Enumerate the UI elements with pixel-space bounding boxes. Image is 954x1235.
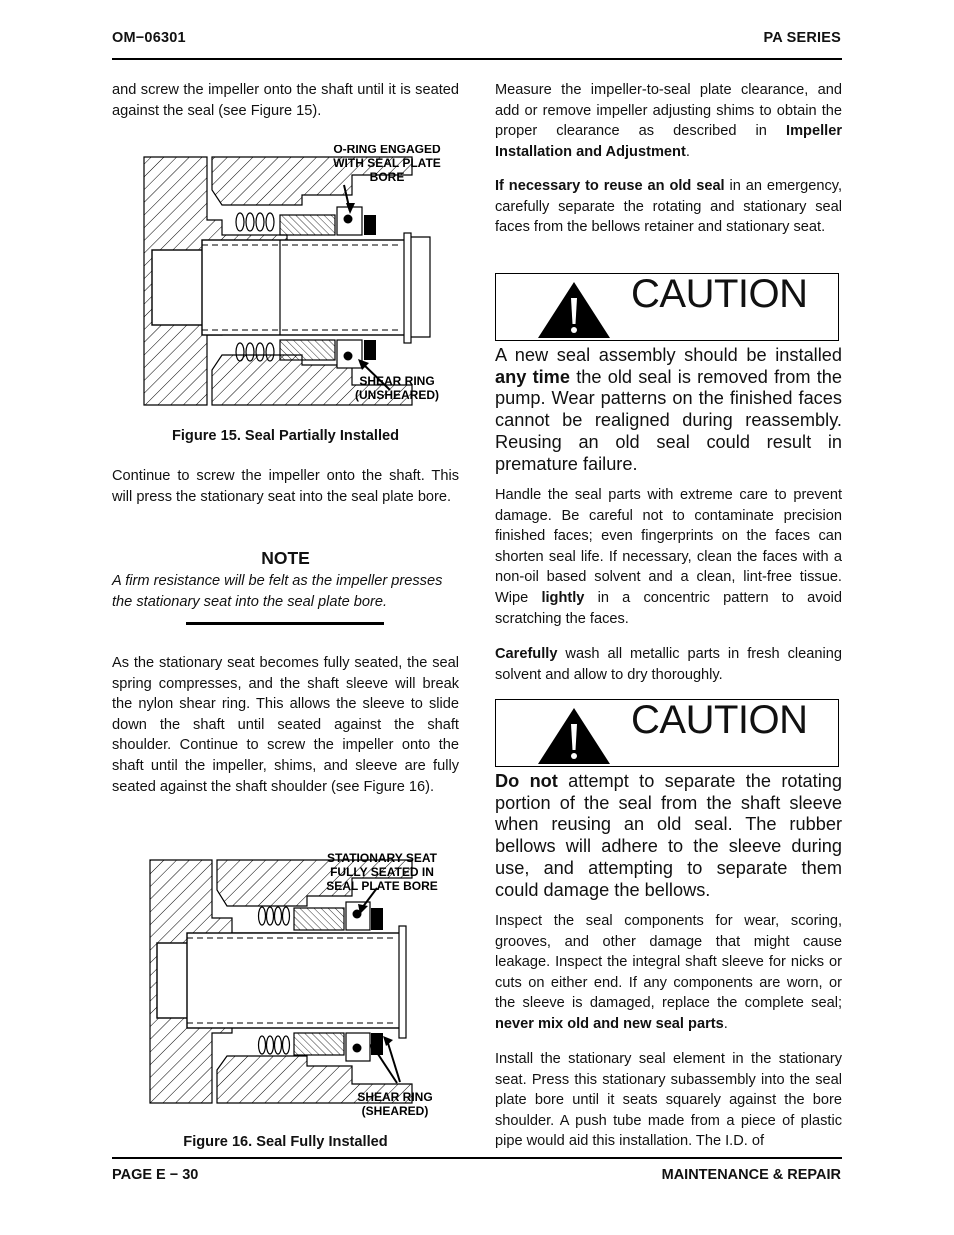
caution-heading-2: CAUTION [631,698,808,742]
figure-15-caption: Figure 15. Seal Partially Installed [171,428,400,444]
paragraph-inspect-components: Inspect the seal components for wear, scoring, grooves, and other damage that might cause leakage. Inspect the integral shaft sleeve for nicks or cuts on either end. If any components are worn, or the sleeve is damaged, replace the complete seal; never mix old and new seal parts. [495,913,842,1032]
paragraph-measure-clearance: Measure the impeller-to-seal plate clearance, and add or remove impeller adjusting shims to obtain the proper clearance as described in Impeller Installation and Adjustment. [495,82,842,160]
fig16-label-seat-1: STATIONARY SEAT [326,851,438,865]
caution-heading-1: CAUTION [631,272,808,316]
header-rule [112,58,842,60]
right-column [495,80,842,1160]
note-text: A firm resistance will be felt as the impeller presses the stationary seat into the seal plate bore. [112,573,443,610]
paragraph-continue-screw: Continue to screw the impeller onto the shaft. This will press the stationary seat into the seal plate bore. [112,468,459,505]
fig15-label-shear-1: SHEAR RING [359,374,435,388]
fig15-label-shear-2: (UNSHEARED) [355,388,439,402]
section-title: MAINTENANCE & REPAIR [661,1167,841,1183]
paragraph-handle-seal-parts: Handle the seal parts with extreme care to prevent damage. Be careful not to contaminate precision finished faces; even fingerprints on the faces can shorten seal life. If necessary, clean the faces with a non-oil based solvent and a clean, lint-free tissue. Wipe lightly in a concentric pattern to avoid scratching the faces. [495,487,842,627]
fig15-label-oring-1: O-RING ENGAGED [333,145,441,156]
series-title: PA SERIES [763,30,841,46]
paragraph-reuse-old-seal: If necessary to reuse an old seal in an emergency, carefully separate the rotating and stationary seal faces from the bellows retainer and stationary seat. [495,178,843,236]
caution-box-1 [495,273,839,341]
paragraph-screw-impeller: and screw the impeller onto the shaft until it is seated against the seal (see Figure 15). [112,82,459,119]
caution-text-1: A new seal assembly should be installed any time the old seal is removed from the pump. Wear patterns on the finished faces cannot be realigned during reassembly. Reusing an old seal could result in premature failure. [495,345,843,474]
paragraph-wash-parts: Carefully wash all metallic parts in fresh cleaning solvent and allow to dry thoroughly. [495,646,842,683]
page-number: PAGE E − 30 [112,1167,199,1183]
warning-triangle-icon [536,280,612,340]
fig15-label-oring-3: BORE [369,170,405,184]
paragraph-install-stationary: Install the stationary seal element in the stationary seat. Press this stationary subassembly into the seal plate bore until it seats squarely against the bore shoulder. A push tube made from a piece of plastic pipe would aid this installation. The I.D. of [495,1051,842,1150]
fig16-label-seat-3: SEAL PLATE BORE [326,879,438,893]
fig15-label-oring-2: WITH SEAL PLATE [333,156,441,170]
document-code: OM−06301 [112,30,186,46]
figure-16-seal-fully-installed [112,848,459,1138]
warning-triangle-icon [536,706,612,766]
fig16-label-shear-1: SHEAR RING [357,1090,433,1104]
caution-box-2 [495,699,839,767]
note-title: NOTE [261,548,310,568]
left-column [112,80,459,1160]
note-rule [186,622,384,625]
caution-text-2: Do not attempt to separate the rotating portion of the seal from the shaft sleeve when reusing an old seal. The rubber bellows will adhere to the sleeve during use, and attempting to separate them could damage the bellows. [495,771,842,900]
fig16-label-seat-2: FULLY SEATED IN [330,865,434,879]
footer-rule [112,1157,842,1159]
paragraph-stationary-seat: As the stationary seat becomes fully seated, the seal spring compresses, and the shaft sleeve will break the nylon shear ring. This allows the sleeve to slide down the shaft until seated against the shaft shoulder. Continue to screw the impeller onto the shaft until the impeller, shims, and sleeve are fully seated against the shaft shoulder (see Figure 16). [112,655,459,795]
figure-16-caption: Figure 16. Seal Fully Installed [183,1134,388,1150]
fig16-label-shear-2: (SHEARED) [361,1104,429,1118]
